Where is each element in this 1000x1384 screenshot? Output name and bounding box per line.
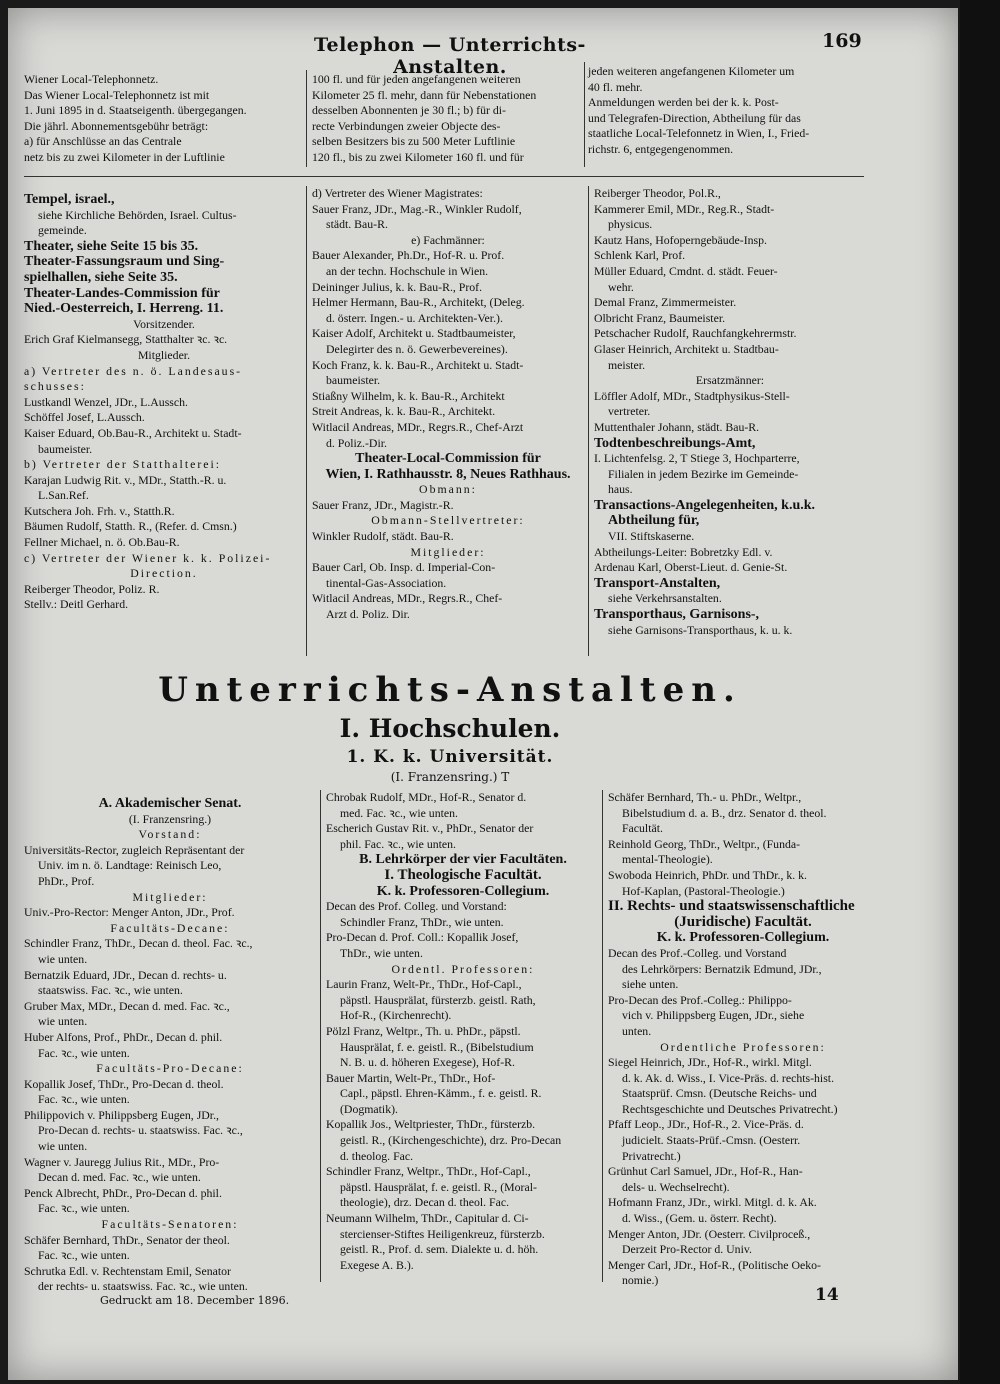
text-line: (Dogmatik). bbox=[340, 1101, 398, 1116]
text-line: Koch Franz, k. k. Bau-R., Architekt u. Stadt- bbox=[312, 357, 524, 372]
text-line: und Telegrafen-Direction, Abtheilung für das bbox=[588, 110, 801, 125]
text-line: Witlacil Andreas, MDr., Regrs.R., Chef-Arzt bbox=[312, 419, 524, 434]
text-line: staatswiss. Fac. ꝛc., wie unten. bbox=[38, 983, 183, 998]
text-line: ThDr., wie unten. bbox=[340, 945, 423, 960]
bottom-column-rule-2 bbox=[602, 790, 603, 1282]
text-line: Hof-Kaplan, (Pastoral-Theologie.) bbox=[622, 883, 785, 898]
text-line: meister. bbox=[608, 357, 646, 372]
bottom-column-2 bbox=[326, 790, 600, 1273]
text-line: d. k. Ak. d. Wiss., I. Vice-Präs. d. rechts-hist. bbox=[622, 1070, 835, 1085]
text-line: Theater-Fassungsraum und Sing- bbox=[24, 254, 225, 270]
text-line: Kautz Hans, Hofoperngebäude-Insp. bbox=[594, 232, 767, 247]
text-line: Schindler Franz, Weltpr., ThDr., Hof-Capl., bbox=[326, 1164, 531, 1179]
text-line: Abtheilung für, bbox=[608, 513, 700, 529]
text-line: wie unten. bbox=[38, 1139, 88, 1154]
text-line: Fac. ꝛc., wie unten. bbox=[38, 1248, 130, 1263]
text-line: Fellner Michael, n. ö. Ob.Bau-R. bbox=[24, 535, 180, 550]
text-line: Tempel, israel., bbox=[24, 192, 115, 207]
text-line: Kopallik Jos., Weltpriester, ThDr., fürsterzb. bbox=[326, 1117, 536, 1132]
text-line: 100 fl. und für jeden angefangenen weiteren bbox=[312, 72, 521, 86]
text-line: Wien, I. Rathhausstr. 8, Neues Rathhaus. bbox=[325, 466, 571, 482]
text-line: Olbricht Franz, Baumeister. bbox=[594, 310, 726, 325]
text-line: 1. Juni 1895 in d. Staatseigenth. übergegangen. bbox=[24, 103, 247, 118]
text-line: Univ.-Pro-Rector: Menger Anton, JDr., Prof. bbox=[24, 905, 235, 920]
text-line: 40 fl. mehr. bbox=[588, 79, 643, 94]
text-line: d) Vertreter des Wiener Magistrates: bbox=[312, 186, 483, 200]
text-line: vich v. Philippsberg Eugen, JDr., siehe bbox=[622, 1008, 805, 1023]
text-line: Glaser Heinrich, Architekt u. Stadtbau- bbox=[594, 341, 779, 356]
text-line: Menger Anton, JDr. (Oesterr. Civilproceß., bbox=[608, 1226, 811, 1241]
text-line: d. Poliz.-Dir. bbox=[326, 435, 387, 450]
page-edge bbox=[960, 0, 1000, 1384]
text-line: dels- u. Wechselrecht). bbox=[622, 1179, 730, 1194]
text-line: stercienser-Stiftes Heiligenkreuz, fürsterzb. bbox=[340, 1226, 545, 1241]
text-line: Witlacil Andreas, MDr., Regrs.R., Chef- bbox=[312, 591, 503, 606]
text-line: päpstl. Hausprälat, f. e. geistl. R., (Moral- bbox=[340, 1179, 537, 1194]
text-line: Ordentl. Professoren: bbox=[391, 961, 535, 976]
top-column-rule-1 bbox=[306, 70, 307, 167]
university-address: (I. Franzensring.) T bbox=[390, 770, 510, 784]
mid-column-1 bbox=[24, 192, 304, 613]
text-line: Bauer Alexander, Ph.Dr., Hof-R. u. Prof. bbox=[312, 248, 505, 263]
text-line: Stellv.: Deitl Gerhard. bbox=[24, 597, 129, 612]
text-line: baumeister. bbox=[326, 373, 381, 388]
text-line: Penck Albrecht, PhDr., Pro-Decan d. phil. bbox=[24, 1185, 222, 1200]
bottom-column-3 bbox=[608, 790, 878, 1289]
text-line: Delegirter des n. ö. Gewerbevereines). bbox=[326, 341, 508, 356]
text-line: Chrobak Rudolf, MDr., Hof-R., Senator d. bbox=[326, 790, 527, 804]
text-line: baumeister. bbox=[38, 441, 93, 456]
text-line: Facultät. bbox=[622, 821, 663, 836]
text-line: Müller Eduard, Cmdnt. d. städt. Feuer- bbox=[594, 263, 778, 278]
text-line: Facultäts-Pro-Decane: bbox=[96, 1061, 244, 1076]
text-line: netz bis zu zwei Kilometer in der Luftlinie bbox=[24, 149, 225, 164]
text-line: Neumann Wilhelm, ThDr., Capitular d. Ci- bbox=[326, 1211, 529, 1226]
text-line: theologie), drz. Decan d. theol. Fac. bbox=[340, 1195, 510, 1210]
text-line: Swoboda Heinrich, PhDr. und ThDr., k. k. bbox=[608, 867, 808, 882]
text-line: desselben Abonnenten je 30 fl.; b) für di- bbox=[312, 103, 506, 118]
text-line: Theater, siehe Seite 15 bis 35. bbox=[24, 238, 199, 254]
text-line: Theater-Local-Commission für bbox=[355, 451, 541, 467]
text-line: Muttenthaler Johann, städt. Bau-R. bbox=[594, 419, 760, 434]
text-line: Schäfer Bernhard, Th.- u. PhDr., Weltpr., bbox=[608, 790, 802, 804]
text-line: Reiberger Theodor, Pol.R., bbox=[594, 186, 721, 200]
text-line: siehe Kirchliche Behörden, Israel. Cultus- bbox=[38, 207, 237, 222]
text-line: Escherich Gustav Rit. v., PhDr., Senator der bbox=[326, 821, 534, 836]
text-line: II. Rechts- und staatswissenschaftliche bbox=[608, 898, 855, 915]
text-line: Capl., päpstl. Ehren-Kämm., f. e. geistl. R. bbox=[340, 1086, 542, 1101]
text-line: Pro-Decan d. Prof. Coll.: Kopallik Josef, bbox=[326, 930, 519, 945]
text-line: L.San.Ref. bbox=[38, 488, 89, 503]
text-line: Winkler Rudolf, städt. Bau-R. bbox=[312, 529, 454, 544]
text-line: I. Theologische Facultät. bbox=[384, 866, 542, 883]
text-line: Schäfer Bernhard, ThDr., Senator der theol. bbox=[24, 1232, 230, 1247]
text-line: Demal Franz, Zimmermeister. bbox=[594, 295, 737, 310]
text-line: Laurin Franz, Welt-Pr., ThDr., Hof-Capl., bbox=[326, 977, 522, 992]
text-line: Theater-Landes-Commission für bbox=[24, 285, 220, 301]
text-line: Ordentliche Professoren: bbox=[660, 1039, 826, 1054]
text-line: wie unten. bbox=[38, 951, 88, 966]
text-line: b) Vertreter der Statthalterei: bbox=[24, 457, 222, 472]
text-line: an der techn. Hochschule in Wien. bbox=[326, 263, 489, 278]
text-line: (I. Franzensring.) bbox=[128, 811, 212, 826]
text-line: Hof-R., (Kirchenrecht). bbox=[340, 1008, 452, 1023]
text-line: richstr. 6, entgegengenommen. bbox=[588, 141, 734, 156]
text-line: I. Lichtenfelsg. 2, T Stiege 3, Hochparterre, bbox=[594, 451, 800, 466]
text-line: (Juridische) Facultät. bbox=[674, 913, 812, 930]
text-line: B. Lehrkörper der vier Facultäten. bbox=[359, 852, 567, 868]
text-line: Kammerer Emil, MDr., Reg.R., Stadt- bbox=[594, 201, 775, 216]
text-line: Direction. bbox=[130, 566, 198, 581]
text-line: Pölzl Franz, Weltpr., Th. u. PhDr., päpstl. bbox=[326, 1023, 521, 1038]
text-line: Vorsitzender. bbox=[133, 316, 195, 331]
text-line: Petschacher Rudolf, Rauchfangkehrermstr. bbox=[594, 326, 797, 341]
text-line: siehe Verkehrsanstalten. bbox=[608, 591, 722, 606]
text-line: Fac. ꝛc., wie unten. bbox=[38, 1092, 130, 1107]
text-line: siehe Garnisons-Transporthaus, k. u. k. bbox=[608, 622, 793, 637]
top-column-2 bbox=[312, 72, 582, 166]
text-line: Die jährl. Abonnementsgebühr beträgt: bbox=[24, 118, 209, 133]
text-line: Kilometer 25 fl. mehr, dann für Nebenstationen bbox=[312, 87, 537, 102]
mid-column-2 bbox=[312, 186, 584, 623]
text-line: Philippovich v. Philippsberg Eugen, JDr., bbox=[24, 1107, 219, 1122]
text-line: Transport-Anstalten, bbox=[594, 575, 721, 591]
text-line: wehr. bbox=[608, 279, 634, 294]
text-line: tinental-Gas-Association. bbox=[326, 575, 447, 590]
text-line: K. k. Professoren-Collegium. bbox=[376, 883, 550, 899]
text-line: Arzt d. Poliz. Dir. bbox=[326, 607, 410, 622]
bottom-column-1 bbox=[24, 796, 316, 1295]
text-line: Siegel Heinrich, JDr., Hof-R., wirkl. Mitgl. bbox=[608, 1055, 812, 1070]
text-line: Reinhold Georg, ThDr., Weltpr., (Funda- bbox=[608, 836, 801, 851]
text-line: Helmer Hermann, Bau-R., Architekt, (Deleg. bbox=[312, 295, 525, 310]
text-line: Bibelstudium d. a. B., drz. Senator d. theol. bbox=[622, 805, 827, 820]
text-line: d. theolog. Fac. bbox=[340, 1148, 414, 1163]
text-line: Abtheilungs-Leiter: Bobretzky Edl. v. bbox=[594, 544, 773, 559]
university-title: 1. K. k. Universität. bbox=[346, 747, 554, 767]
text-line: Reiberger Theodor, Poliz. R. bbox=[24, 581, 160, 596]
text-line: mental-Theologie). bbox=[622, 852, 713, 867]
text-line: PhDr., Prof. bbox=[38, 873, 95, 888]
text-line: Obmann: bbox=[419, 482, 477, 497]
text-line: Löffler Adolf, MDr., Stadtphysikus-Stell- bbox=[594, 388, 790, 403]
text-line: a) Vertreter des n. ö. Landesaus- bbox=[24, 363, 243, 378]
text-line: c) Vertreter der Wiener k. k. Polizei- bbox=[24, 550, 272, 565]
text-line: Schöffel Josef, L.Aussch. bbox=[24, 410, 145, 425]
text-line: a) für Anschlüsse an das Centrale bbox=[24, 134, 182, 149]
running-head: Telephon — Unterrichts-Anstalten. bbox=[314, 34, 586, 78]
text-line: Pfaff Leop., JDr., Hof-R., 2. Vice-Präs. d. bbox=[608, 1117, 804, 1132]
text-line: schusses: bbox=[24, 379, 86, 394]
text-line: staatliche Local-Telefonnetz in Wien, I., Fried- bbox=[588, 126, 810, 141]
text-line: Nied.-Oesterreich, I. Herreng. 11. bbox=[24, 301, 224, 317]
text-line: phil. Fac. ꝛc., wie unten. bbox=[340, 836, 456, 851]
text-line: Streit Andreas, k. k. Bau-R., Architekt. bbox=[312, 404, 496, 419]
text-line: Fac. ꝛc., wie unten. bbox=[38, 1045, 130, 1060]
text-line: Deininger Julius, k. k. Bau-R., Prof. bbox=[312, 279, 483, 294]
text-line: Fac. ꝛc., wie unten. bbox=[38, 1201, 130, 1216]
text-line: Menger Carl, JDr., Hof-R., (Politische Oeko- bbox=[608, 1257, 821, 1272]
text-line: Facultäts-Senatoren: bbox=[101, 1217, 239, 1232]
text-line: K. k. Professoren-Collegium. bbox=[656, 930, 830, 946]
text-line: A. Akademischer Senat. bbox=[98, 796, 242, 811]
text-line: Ardenau Karl, Oberst-Lieut. d. Genie-St. bbox=[594, 560, 788, 575]
text-line: physicus. bbox=[608, 217, 653, 232]
text-line: Gruber Max, MDr., Decan d. med. Fac. ꝛc., bbox=[24, 998, 230, 1013]
text-line: vertreter. bbox=[608, 404, 651, 419]
text-line: Pro-Decan d. rechts- u. staatswiss. Fac. ꝛc., bbox=[38, 1123, 243, 1138]
text-line: Vorstand: bbox=[138, 827, 202, 842]
text-line: d. Wiss., (Gem. u. österr. Recht). bbox=[622, 1211, 777, 1226]
text-line: N. B. u. d. höheren Exegese), Hof-R. bbox=[340, 1055, 515, 1070]
signature-mark: 14 bbox=[815, 1285, 839, 1305]
top-column-rule-2 bbox=[584, 62, 585, 167]
bottom-column-rule-1 bbox=[320, 790, 321, 1282]
text-line: nomie.) bbox=[622, 1273, 659, 1288]
text-line: haus. bbox=[608, 482, 633, 497]
text-line: Decan des Prof. Colleg. und Vorstand: bbox=[326, 899, 507, 914]
text-line: geistl. R., (Kirchengeschichte), drz. Pro-Decan bbox=[340, 1133, 562, 1148]
text-line: judicielt. Staats-Prüf.-Cmsn. (Oesterr. bbox=[622, 1133, 801, 1148]
text-line: Schindler Franz, ThDr., wie unten. bbox=[340, 914, 504, 929]
text-line: Facultäts-Decane: bbox=[110, 920, 230, 935]
top-block-rule bbox=[24, 176, 864, 177]
text-line: e) Fachmänner: bbox=[411, 232, 485, 247]
text-line: städt. Bau-R. bbox=[326, 217, 388, 232]
text-line: Grünhut Carl Samuel, JDr., Hof-R., Han- bbox=[608, 1164, 803, 1179]
text-line: päpstl. Hausprälat, fürsterzb. geistl. Rath, bbox=[340, 992, 536, 1007]
text-line: Bäumen Rudolf, Statth. R., (Refer. d. Cmsn.) bbox=[24, 519, 237, 534]
text-line: Transactions-Angelegenheiten, k.u.k. bbox=[594, 497, 816, 513]
text-line: med. Fac. ꝛc., wie unten. bbox=[340, 805, 458, 820]
top-column-1 bbox=[24, 72, 302, 166]
text-line: 120 fl., bis zu zwei Kilometer 160 fl. und für bbox=[312, 149, 524, 164]
text-line: Anmeldungen werden bei der k. k. Post- bbox=[588, 95, 779, 110]
text-line: Sauer Franz, JDr., Mag.-R., Winkler Rudolf, bbox=[312, 201, 522, 216]
text-line: selben Besitzers bis zu 500 Meter Luftlinie bbox=[312, 134, 516, 149]
text-line: Bauer Carl, Ob. Insp. d. Imperial-Con- bbox=[312, 560, 496, 575]
section-title: Unterrichts-Anstalten. bbox=[158, 670, 742, 710]
text-line: Todtenbeschreibungs-Amt, bbox=[594, 435, 756, 451]
mid-column-rule-2 bbox=[588, 186, 589, 656]
text-line: Sauer Franz, JDr., Magistr.-R. bbox=[312, 497, 454, 512]
text-line: Decan des Prof.-Colleg. und Vorstand bbox=[608, 945, 787, 960]
text-line: wie unten. bbox=[38, 1014, 88, 1029]
text-line: Karajan Ludwig Rit. v., MDr., Statth.-R. u. bbox=[24, 472, 227, 487]
text-line: Bauer Martin, Welt-Pr., ThDr., Hof- bbox=[326, 1070, 496, 1085]
text-line: Schlenk Karl, Prof. bbox=[594, 248, 686, 263]
text-line: Kaiser Adolf, Architekt u. Stadtbaumeister, bbox=[312, 326, 516, 341]
page-number: 169 bbox=[822, 30, 862, 52]
text-line: Schrutka Edl. v. Rechtenstam Emil, Senator bbox=[24, 1263, 231, 1278]
text-line: Staatsprüf. Cmsn. (Deutsche Reichs- und bbox=[622, 1086, 817, 1101]
text-line: geistl. R., Prof. d. sem. Dialekte u. d. höh. bbox=[340, 1242, 539, 1257]
text-line: Univ. im n. ö. Landtage: Reinisch Leo, bbox=[38, 858, 222, 873]
text-line: Das Wiener Local-Telephonnetz ist mit bbox=[24, 87, 210, 102]
text-line: Ersatzmänner: bbox=[695, 373, 765, 388]
top-column-3 bbox=[588, 64, 863, 158]
mid-column-3 bbox=[594, 186, 866, 638]
text-line: der rechts- u. staatswiss. Fac. ꝛc., wie unten. bbox=[38, 1279, 248, 1294]
text-line: siehe unten. bbox=[622, 977, 679, 992]
text-line: Derzeit Pro-Rector d. Univ. bbox=[622, 1242, 752, 1257]
text-line: Rechtsgeschichte und Deutsches Privatrecht.) bbox=[622, 1101, 838, 1116]
text-line: d. österr. Ingen.- u. Architekten-Ver.). bbox=[326, 310, 503, 325]
text-line: Schindler Franz, ThDr., Decan d. theol. Fac. ꝛc., bbox=[24, 936, 253, 951]
text-line: Stiaßny Wilhelm, k. k. Bau-R., Architekt bbox=[312, 388, 505, 403]
text-line: recte Verbindungen zweier Objecte des- bbox=[312, 118, 501, 133]
text-line: Mitglieder: bbox=[410, 544, 486, 559]
text-line: Exegese A. B.). bbox=[340, 1257, 414, 1272]
text-line: spielhallen, siehe Seite 35. bbox=[24, 269, 178, 285]
text-line: Kutschera Joh. Frh. v., Statth.R. bbox=[24, 503, 175, 518]
text-line: Erich Graf Kielmansegg, Statthalter ꝛc. ꝛc. bbox=[24, 332, 228, 347]
text-line: jeden weiteren angefangenen Kilometer um bbox=[588, 64, 795, 78]
text-line: Hofmann Franz, JDr., wirkl. Mitgl. d. k. Ak. bbox=[608, 1195, 817, 1210]
text-line: Wagner v. Jauregg Julius Rit., MDr., Pro- bbox=[24, 1154, 220, 1169]
text-line: Decan d. med. Fac. ꝛc., wie unten. bbox=[38, 1170, 201, 1185]
section-subtitle: I. Hochschulen. bbox=[339, 714, 561, 743]
text-line: Pro-Decan des Prof.-Colleg.: Philippo- bbox=[608, 992, 792, 1007]
text-line: Lustkandl Wenzel, JDr., L.Aussch. bbox=[24, 394, 188, 409]
text-line: Wiener Local-Telephonnetz. bbox=[24, 72, 159, 86]
text-line: VII. Stiftskaserne. bbox=[608, 529, 695, 544]
text-line: Mitglieder. bbox=[137, 347, 191, 362]
text-line: Kopallik Josef, ThDr., Pro-Decan d. theol. bbox=[24, 1076, 224, 1091]
text-line: unten. bbox=[622, 1023, 652, 1038]
text-line: des Lehrkörpers: Bernatzik Edmund, JDr., bbox=[622, 961, 822, 976]
text-line: Transporthaus, Garnisons-, bbox=[594, 607, 760, 623]
mid-column-rule-1 bbox=[306, 186, 307, 656]
text-line: Bernatzik Eduard, JDr., Decan d. rechts- u. bbox=[24, 967, 227, 982]
text-line: Obmann-Stellvertreter: bbox=[371, 513, 525, 528]
text-line: Privatrecht.) bbox=[622, 1148, 681, 1163]
text-line: gemeinde. bbox=[38, 223, 87, 238]
text-line: Kaiser Eduard, Ob.Bau-R., Architekt u. Stadt- bbox=[24, 425, 242, 440]
text-line: Filialen in jedem Bezirke im Gemeinde- bbox=[608, 466, 799, 481]
text-line: Universitäts-Rector, zugleich Repräsentant der bbox=[24, 842, 245, 857]
print-date: Gedruckt am 18. December 1896. bbox=[100, 1294, 290, 1307]
text-line: Hausprälat, f. e. geistl. R., (Bibelstudium bbox=[340, 1039, 534, 1054]
text-line: Huber Alfons, Prof., PhDr., Decan d. phil. bbox=[24, 1029, 223, 1044]
text-line: Mitglieder: bbox=[132, 889, 208, 904]
